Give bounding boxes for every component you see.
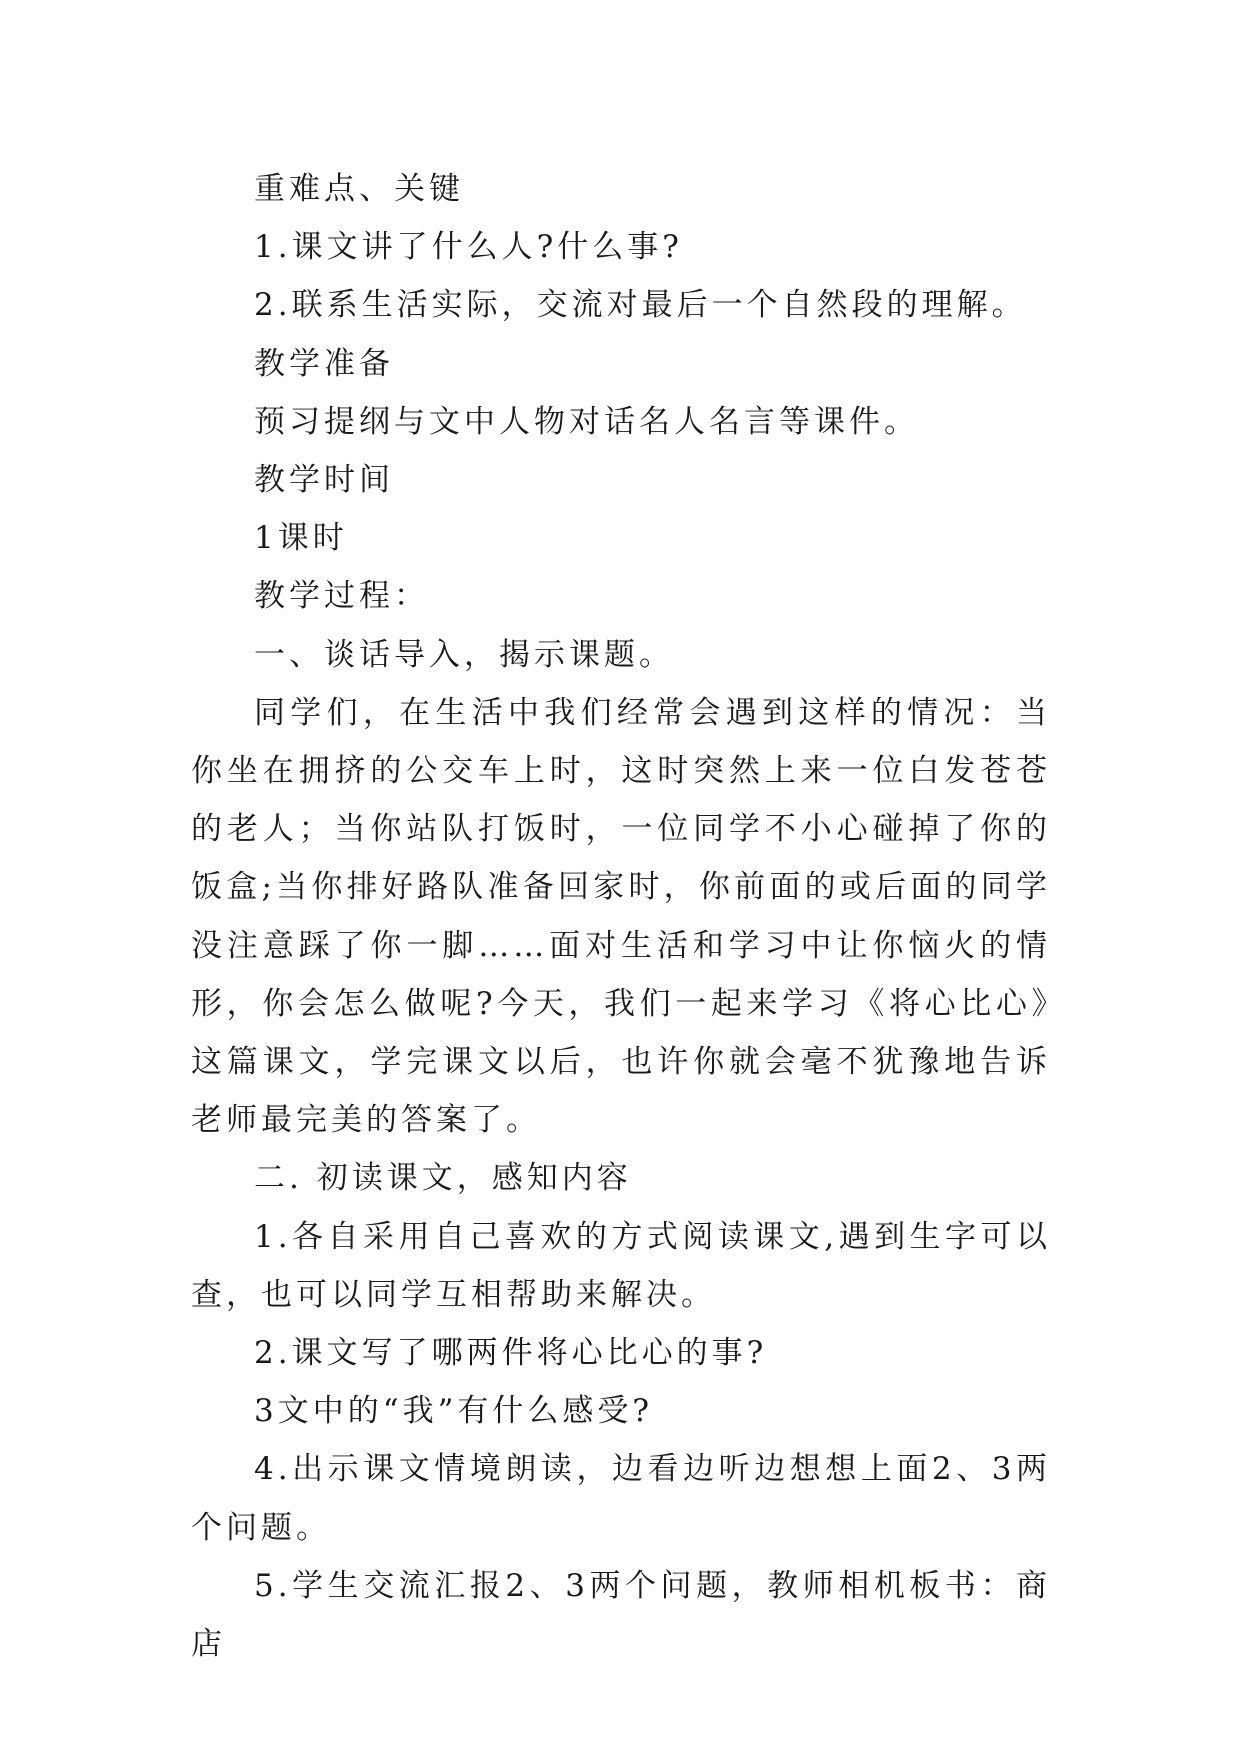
list-item: 4.出示课文情境朗读，边看边听边想想上面2、3两个问题。 <box>191 1451 1051 1546</box>
list-item: 1.各自采用自己喜欢的方式阅读课文,遇到生字可以查，也可以同学互相帮助来解决。 <box>191 1218 1051 1313</box>
list-item: 1.课文讲了什么人?什么事? <box>254 229 683 266</box>
document-body <box>191 160 1051 1673</box>
section-heading: 二. 初读课文，感知内容 <box>254 1160 632 1197</box>
list-item: 3文中的“我”有什么感受? <box>254 1393 654 1430</box>
list-item: 2.联系生活实际，交流对最后一个自然段的理解。 <box>254 287 1027 324</box>
paragraph: 1课时 <box>254 520 348 557</box>
list-item: 2.课文写了哪两件将心比心的事? <box>254 1335 768 1372</box>
heading-key-points: 重难点、关键 <box>254 171 464 207</box>
list-item: 5.学生交流汇报2、3两个问题，教师相机板书：商店 <box>191 1567 1051 1663</box>
heading-preparation: 教学准备 <box>254 345 394 382</box>
section-heading: 一、谈话导入，揭示课题。 <box>254 636 674 673</box>
paragraph: 同学们，在生活中我们经常会遇到这样的情况：当你坐在拥挤的公交车上时，这时突然上来一位白发苍苍的老人；当你站队打饭时，一位同学不小心碰掉了你的饭盒;当你排好路队准备回家时，你前面的或后面的同学没注意踩了你一脚……面对生活和学习中让你恼火的情形，你会怎么做呢?今天，我们一起来学习《将心比心》这篇课文，学完课文以后，也许你就会毫不犹豫地告诉老师最完美的答案了。 <box>191 694 1051 1139</box>
heading-teaching-process: 教学过程： <box>254 578 429 615</box>
heading-teaching-time: 教学时间 <box>254 462 394 499</box>
paragraph: 预习提纲与文中人物对话名人名言等课件。 <box>254 403 919 440</box>
